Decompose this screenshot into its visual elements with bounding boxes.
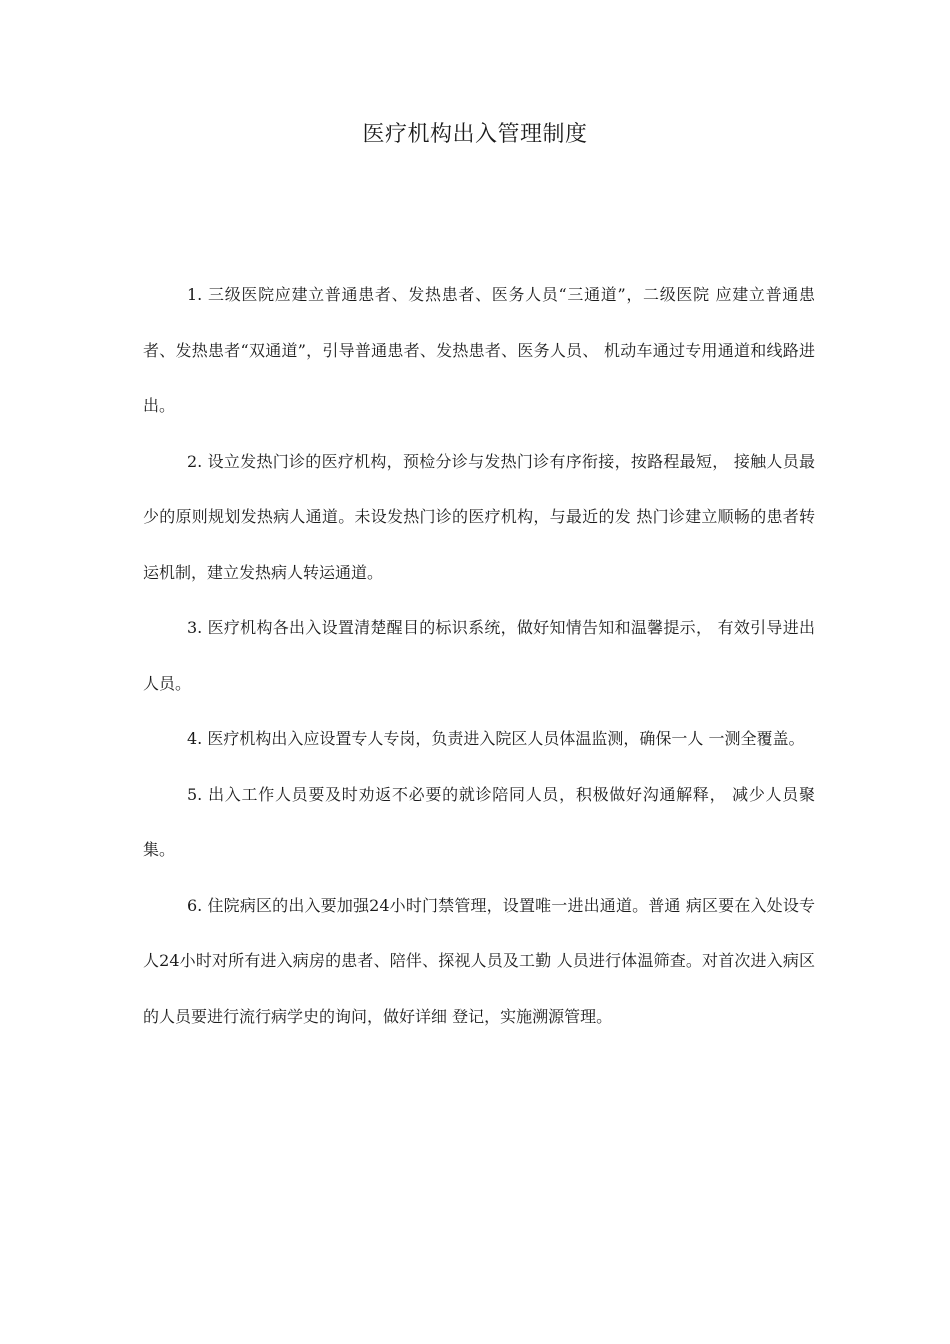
document-title: 医疗机构出入管理制度 xyxy=(362,122,588,147)
document-body xyxy=(143,267,815,1044)
paragraph-1: 1. 三级医院应建立普通患者、发热患者、医务人员“三通道”，二级医院 应建立普通患者、发热患者“双通道”，引导普通患者、发热患者、医务人员、 机动车通过专用通道和线路进出。 xyxy=(143,285,815,415)
paragraph-5: 5. 出入工作人员要及时劝返不必要的就诊陪同人员，积极做好沟通解释， 减少人员聚集。 xyxy=(143,784,815,859)
paragraph-2: 2. 设立发热门诊的医疗机构，预检分诊与发热门诊有序衔接，按路程最短， 接触人员最少的原则规划发热病人通道。未设发热门诊的医疗机构，与最近的发 热门诊建立顺畅的患者转运机制，建立发热病人转运通道。 xyxy=(143,451,815,582)
paragraph-6: 6. 住院病区的出入要加强24小时门禁管理，设置唯一进出通道。普通 病区要在入处设专人24小时对所有进入病房的患者、陪伴、探视人员及工勤 人员进行体温筛查。对首次进入病区的人员要进行流行病学史的询问，做好详细 登记，实施溯源管理。 xyxy=(143,895,815,1026)
paragraph-3: 3. 医疗机构各出入设置清楚醒目的标识系统，做好知情告知和温馨提示， 有效引导进出人员。 xyxy=(143,618,815,693)
paragraph-4: 4. 医疗机构出入应设置专人专岗，负责进入院区人员体温监测，确保一人 一测全覆盖。 xyxy=(187,729,805,748)
